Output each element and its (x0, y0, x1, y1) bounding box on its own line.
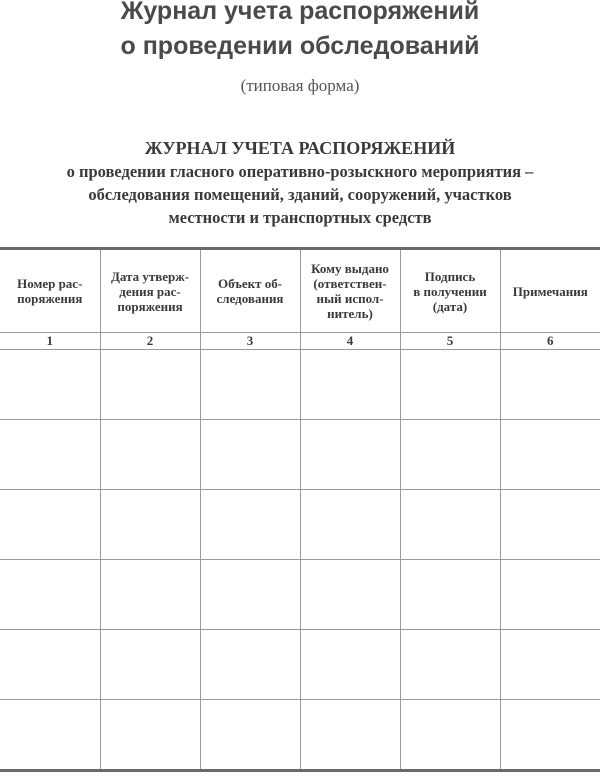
page-title-line-2: о проведении обследований (120, 32, 480, 60)
column-number: 3 (200, 333, 300, 350)
empty-cell (300, 420, 400, 490)
table-row (0, 560, 600, 630)
empty-cell (400, 420, 500, 490)
table-row (0, 700, 600, 771)
column-header-notes: Примечания (500, 249, 600, 333)
empty-cell (500, 350, 600, 420)
column-number: 6 (500, 333, 600, 350)
form-type-subtitle: (типовая форма) (240, 76, 360, 95)
column-header-order-number: Номер рас- поряжения (0, 249, 100, 333)
empty-cell (0, 490, 100, 560)
column-header-approval-date: Дата утверж- дения рас- поряжения (100, 249, 200, 333)
empty-cell (300, 560, 400, 630)
empty-cell (0, 560, 100, 630)
journal-description-line-2: обследования помещений, зданий, сооружений, участков (88, 185, 512, 204)
empty-cell (100, 350, 200, 420)
empty-cell (200, 420, 300, 490)
empty-cell (100, 490, 200, 560)
empty-cell (400, 490, 500, 560)
column-number: 1 (0, 333, 100, 350)
empty-cell (100, 630, 200, 700)
empty-cell (0, 420, 100, 490)
empty-cell (400, 630, 500, 700)
empty-cell (400, 700, 500, 771)
empty-cell (200, 490, 300, 560)
column-header-inspection-object: Объект об- следования (200, 249, 300, 333)
empty-cell (300, 630, 400, 700)
column-number: 4 (300, 333, 400, 350)
empty-cell (0, 700, 100, 771)
empty-cell (0, 350, 100, 420)
table-header-row (0, 249, 600, 333)
table-row (0, 350, 600, 420)
empty-cell (500, 490, 600, 560)
empty-cell (200, 350, 300, 420)
table-row (0, 490, 600, 560)
column-number-row (0, 333, 600, 350)
empty-cell (500, 700, 600, 771)
column-number: 2 (100, 333, 200, 350)
empty-cell (300, 350, 400, 420)
empty-cell (400, 560, 500, 630)
journal-table (0, 247, 600, 772)
empty-cell (100, 420, 200, 490)
empty-cell (500, 560, 600, 630)
column-header-issued-to: Кому выдано (ответствен- ный испол- нитель) (300, 249, 400, 333)
column-number: 5 (400, 333, 500, 350)
empty-cell (100, 560, 200, 630)
page-title (0, 0, 600, 64)
journal-description-line-3: местности и транспортных средств (168, 208, 432, 227)
journal-title: ЖУРНАЛ УЧЕТА РАСПОРЯЖЕНИЙ (144, 138, 456, 158)
empty-cell (400, 350, 500, 420)
empty-cell (0, 630, 100, 700)
page-title-line-1: Журнал учета распоряжений (120, 0, 480, 25)
empty-cell (100, 700, 200, 771)
table-row (0, 420, 600, 490)
empty-cell (200, 560, 300, 630)
table-row (0, 630, 600, 700)
journal-description-line-1: о проведении гласного оперативно-розыскного мероприятия – (66, 162, 534, 181)
empty-cell (200, 630, 300, 700)
empty-cell (500, 630, 600, 700)
journal-description (0, 160, 600, 229)
column-header-signature: Подпись в получении (дата) (400, 249, 500, 333)
empty-cell (200, 700, 300, 771)
empty-cell (500, 420, 600, 490)
empty-cell (300, 700, 400, 771)
empty-cell (300, 490, 400, 560)
